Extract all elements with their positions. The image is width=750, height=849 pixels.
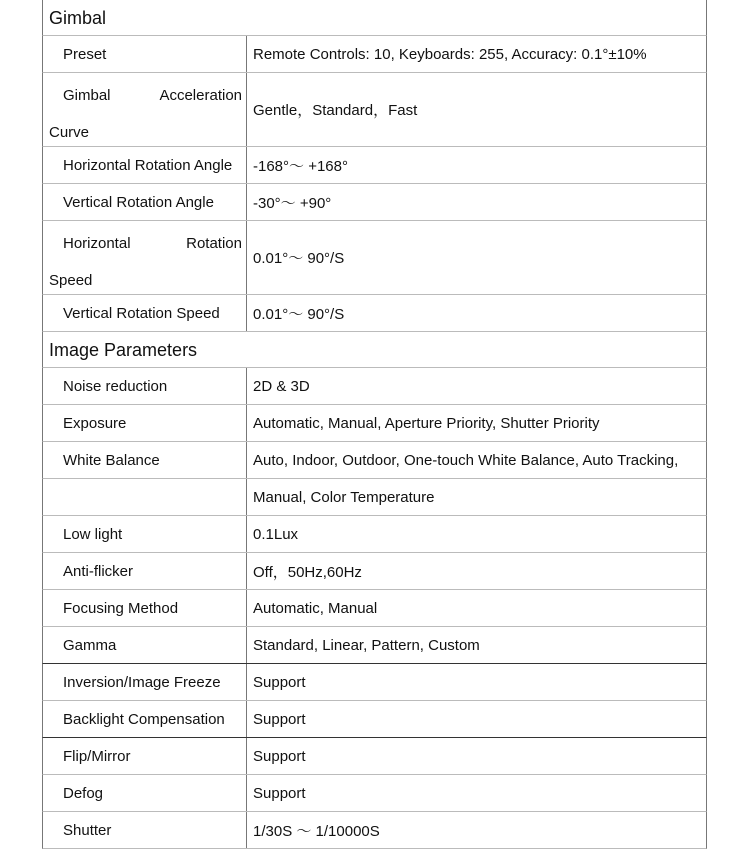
spec-value: Auto, Indoor, Outdoor, One-touch White Balance, Auto Tracking, [253, 451, 679, 469]
spec-value: Support [253, 784, 306, 802]
table-row [42, 775, 707, 812]
spec-key: Backlight Compensation [43, 701, 247, 737]
spec-value: Support [253, 747, 306, 765]
spec-key-part: Rotation [186, 235, 242, 252]
spec-table [42, 0, 707, 849]
table-row [42, 553, 707, 590]
spec-key: Shutter [43, 812, 247, 848]
table-row [42, 812, 707, 849]
spec-key-part: Gimbal [63, 87, 111, 104]
spec-key: Inversion/Image Freeze [43, 664, 247, 700]
spec-key-part: Curve [49, 124, 90, 141]
table-row [42, 627, 707, 664]
spec-key: Focusing Method [43, 590, 247, 626]
table-row [42, 368, 707, 405]
table-row [42, 184, 707, 221]
spec-value: Standard, Linear, Pattern, Custom [253, 636, 480, 654]
spec-key: Low light [43, 516, 247, 552]
spec-value: -30°～ +90° [253, 194, 332, 212]
spec-value: 1/30S ～ 1/10000S [253, 822, 380, 840]
spec-value: Off，50Hz,60Hz [253, 563, 362, 581]
spec-key: Preset [43, 36, 247, 72]
spec-key: Horizontal Rotation Angle [43, 147, 247, 183]
table-row [42, 36, 707, 73]
spec-key [43, 221, 247, 294]
section-title-image-parameters: Image Parameters [42, 332, 707, 368]
section-title-gimbal: Gimbal [42, 0, 707, 36]
table-row [42, 221, 707, 295]
table-row [42, 442, 707, 479]
table-row [42, 147, 707, 184]
table-row [42, 73, 707, 147]
table-row [42, 516, 707, 553]
table-row [42, 405, 707, 442]
spec-value: Support [253, 673, 306, 691]
spec-key-part: Acceleration [159, 87, 242, 104]
spec-key: White Balance [43, 442, 247, 478]
table-row [42, 295, 707, 332]
spec-key-part: Horizontal [63, 235, 131, 252]
spec-key: Noise reduction [43, 368, 247, 404]
table-row [42, 664, 707, 701]
spec-value: Manual, Color Temperature [253, 488, 435, 506]
spec-value: 2D & 3D [253, 377, 310, 395]
spec-key [43, 73, 247, 146]
spec-value: 0.01°～ 90°/S [253, 250, 345, 267]
table-row [42, 479, 707, 516]
spec-value: Automatic, Manual, Aperture Priority, Shutter Priority [253, 414, 600, 432]
spec-key: Flip/Mirror [43, 738, 247, 774]
spec-value: 0.01°～ 90°/S [253, 305, 345, 323]
table-row [42, 590, 707, 627]
spec-key: Gamma [43, 627, 247, 663]
spec-key: Vertical Rotation Angle [43, 184, 247, 220]
spec-value: 0.1Lux [253, 525, 299, 543]
spec-key-empty [43, 479, 247, 515]
spec-value: Automatic, Manual [253, 599, 378, 617]
spec-value: Support [253, 710, 306, 728]
spec-value: Gentle，Standard，Fast [253, 102, 418, 119]
table-row [42, 701, 707, 738]
spec-key: Exposure [43, 405, 247, 441]
spec-value: Remote Controls: 10, Keyboards: 255, Accuracy: 0.1°±10% [253, 45, 647, 63]
spec-key-part: Speed [49, 272, 93, 289]
table-row [42, 738, 707, 775]
spec-key: Vertical Rotation Speed [43, 295, 247, 331]
spec-key: Defog [43, 775, 247, 811]
spec-value: -168°～ +168° [253, 157, 348, 175]
spec-key: Anti-flicker [43, 553, 247, 589]
